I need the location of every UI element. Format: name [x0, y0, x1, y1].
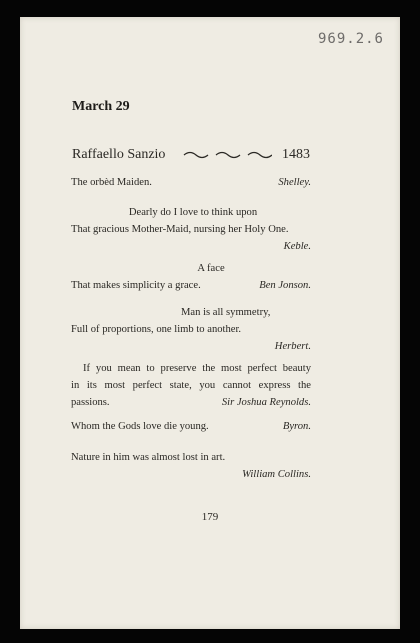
- quote-shelley: [71, 174, 311, 191]
- quote-line: Man is all symmetry,: [181, 307, 271, 318]
- quote-author: Shelley.: [278, 177, 311, 188]
- quote-line: That gracious Mother-Maid, nursing her Holy One.: [71, 224, 289, 235]
- entry-year: 1483: [282, 147, 310, 162]
- quote-line: Nature in him was almost lost in art.: [71, 452, 226, 463]
- pencil-catalog-note: 969.2.6: [317, 31, 384, 47]
- quote-line: If you mean to preserve the most perfect beauty: [83, 363, 311, 374]
- quote-line: A face: [197, 263, 225, 274]
- quote-author: William Collins.: [242, 469, 311, 480]
- quote-line: passions.: [71, 397, 110, 408]
- entry-name: Raffaello Sanzio: [72, 147, 166, 162]
- page-number: 179: [201, 511, 219, 523]
- quote-author: Herbert.: [274, 341, 311, 352]
- quote-herbert: [71, 304, 311, 355]
- page-date-heading: March 29: [72, 99, 130, 114]
- book-page: [20, 17, 400, 629]
- quote-collins: [71, 449, 311, 483]
- quote-line: The orbèd Maiden.: [71, 177, 152, 188]
- quote-line: Dearly do I love to think upon: [128, 207, 258, 218]
- quote-author: Byron.: [282, 421, 311, 432]
- quote-line: in its most perfect state, you cannot express the: [71, 380, 311, 391]
- quote-line: Whom the Gods love die young.: [71, 421, 209, 432]
- quote-line: Full of proportions, one limb to another.: [71, 324, 242, 335]
- quote-ben-jonson: [71, 260, 311, 294]
- quote-author: Sir Joshua Reynolds.: [221, 397, 311, 408]
- quote-author: Keble.: [283, 241, 311, 252]
- quote-byron: [71, 418, 311, 435]
- quote-reynolds: [71, 360, 311, 411]
- wave-ornament-icon: [182, 150, 272, 160]
- quote-author: Ben Jonson.: [259, 280, 311, 291]
- quote-keble: [71, 204, 311, 255]
- quote-line: That makes simplicity a grace.: [71, 280, 201, 291]
